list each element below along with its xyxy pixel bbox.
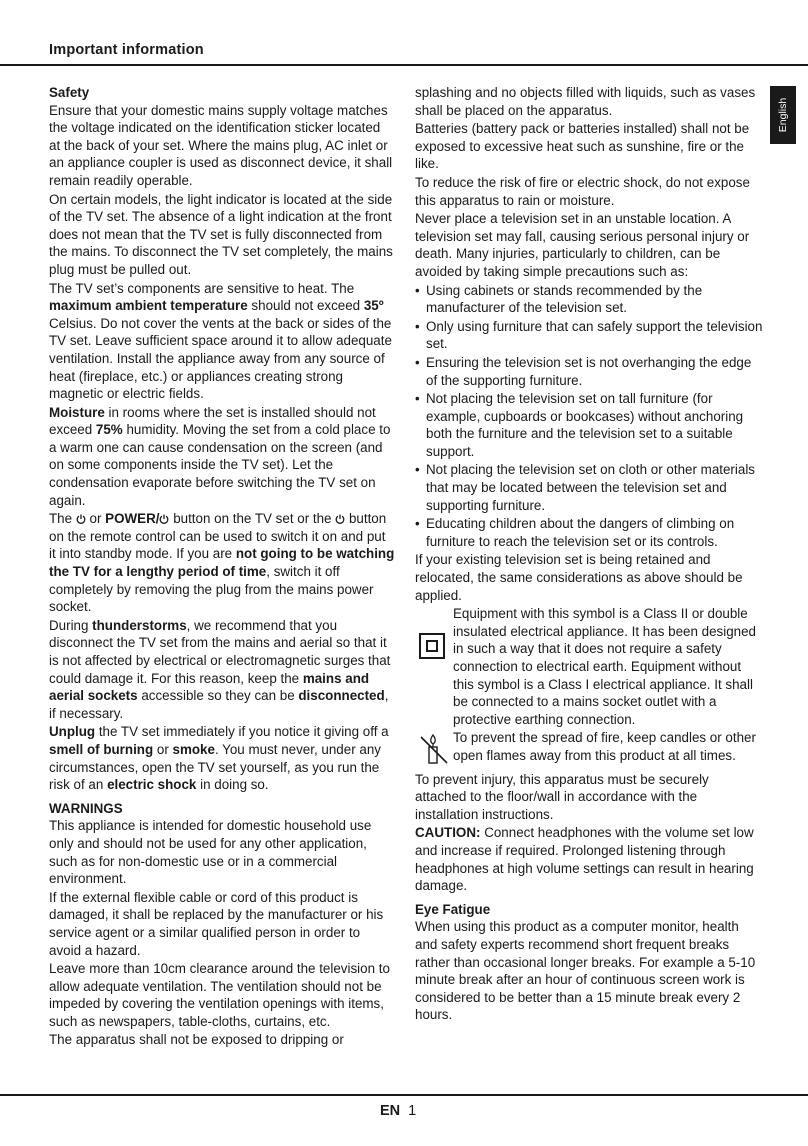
class-ii-note [415,605,763,728]
class-ii-symbol-icon [419,633,445,659]
caution-headphones: CAUTION: Connect headphones with the volume set low and increase if required. Prolonged listening through headphones at high volume settings can result in hearing damage. [415,825,754,894]
warning-dripping: The apparatus shall not be exposed to dripping or [49,1032,344,1048]
footer-divider [0,1094,808,1096]
power-icon [76,514,86,524]
page-title: Important information [49,42,204,58]
eye-fatigue-text: When using this product as a computer monitor, health and safety experts recommend short frequent breaks rather than occasional longer breaks. For example a 5-10 minute break after an hour of continuous screen work is considered to be better than a 15 minute break every 2 hours. [415,919,756,1023]
power-icon [159,514,169,524]
warning-batteries: Batteries (battery pack or batteries installed) shall not be exposed to excessive heat such as sunshine, fire or the like. [415,121,750,172]
warning-splashing: splashing and no objects filled with liquids, such as vases shall be placed on the apparatus. [415,85,756,118]
warning-unstable-location: Never place a television set in an unstable location. A television set may fall, causing serious personal injury or death. Many injuries, particularly to children, can be avoided by taking simple precautions such as: [415,211,750,279]
warnings-heading: WARNINGS [49,800,123,816]
candle-text: To prevent the spread of fire, keep candles or other open flames away from this product at all times. [453,730,756,763]
page-footer [380,1103,416,1119]
language-tab-label: English [777,97,789,133]
list-item: • Educating children about the dangers of climbing on furniture to reach the television set or its controls. [415,515,763,550]
right-column [415,84,763,1025]
safety-paragraph-unplug: Unplug the TV set immediately if you notice it giving off a smell of burning or smoke. You must never, under any circumstances, open the TV set yourself, as you run the risk of an electric shock in doing so. [49,724,389,793]
list-item: • Not placing the television set on cloth or other materials that may be located between the television set and supporting furniture. [415,461,763,514]
class-ii-text: Equipment with this symbol is a Class II or double insulated electrical appliance. It has been designed in such a way that it does not require a safety connection to electrical earth. Equipment without this symbol is a Class I electrical appliance. It shall be connected to a mains socket outlet with a protective earthing connection. [453,606,756,727]
left-column [49,84,395,1050]
safety-paragraph-moisture: Moisture in rooms where the set is installed should not exceed 75% humidity. Moving the set from a cold place to a warm one can cause condensation on the screen (and on some components inside the TV set). Let the condensation evaporate before switching the TV set on again. [49,404,391,508]
eye-fatigue-heading: Eye Fatigue [415,901,491,917]
safety-paragraph-heat: The TV set’s components are sensitive to heat. The maximum ambient temperature should not exceed 35º Celsius. Do not cover the vents at the back or sides of the TV set. Leave sufficient space around it to allow adequate ventilation. Install the appliance away from any source of heat (fireplace, etc.) or appliances creating strong magnetic or electric fields. [49,280,392,402]
list-item: • Ensuring the television set is not overhanging the edge of the supporting furniture. [415,354,763,389]
list-item: • Using cabinets or stands recommended by the manufacturer of the television set. [415,282,763,317]
page-number: 1 [408,1103,417,1119]
warning-rain: To reduce the risk of fire or electric shock, do not expose this apparatus to rain or moisture. [415,174,750,208]
footer-language: EN [380,1103,401,1119]
list-item: • Not placing the television set on tall furniture (for example, cupboards or bookcases) without anchoring both the furniture and the television set to a suitable support. [415,390,763,460]
power-icon [335,514,345,524]
warning-cable: If the external flexible cable or cord of this product is damaged, it shall be replaced by the manufacturer or his service agent or a similar qualified person in order to avoid a hazard. [49,889,384,958]
warning-domestic-use: This appliance is intended for domestic household use only and should not be used for any other application, such as for non-domestic use or in a commercial environment. [49,818,372,887]
safety-paragraph-standby: The or POWER/ button on the TV set or the button on the remote control can be used to switch it on and put it into standby mode. If you are not going to be watching the TV for a lengthy period of time, switch it off completely by removing the plug from the mains power socket. [49,511,395,615]
warning-secure-attach: To prevent injury, this apparatus must be securely attached to the floor/wall in accordance with the installation instructions. [415,771,709,822]
candle-note [415,729,763,764]
header-divider [0,64,808,66]
language-tab [770,86,796,144]
safety-paragraph-thunderstorms: During thunderstorms, we recommend that you disconnect the TV set from the mains and aerial so that it is not affected by electrical or electromagnetic surges that could damage it. For this reason, keep the mains and aerial sockets accessible so they can be disconnected, if necessary. [49,617,391,721]
no-candle-icon [419,731,449,765]
safety-heading: Safety [49,85,90,100]
warning-relocation: If your existing television set is being retained and relocated, the same considerations as above should be applied. [415,552,743,603]
safety-paragraph-indicator: On certain models, the light indicator is located at the side of the TV set. The absence of a light indication at the front does not mean that the TV set is fully disconnected from the mains. To disconnect the TV set completely, the mains plug must be pulled out. [49,191,393,277]
precautions-list [415,282,763,551]
safety-paragraph-voltage: Ensure that your domestic mains supply voltage matches the voltage indicated on the identification sticker located at the back of your set. Where the mains plug, AC inlet or an appliance coupler is used as disconnect device, it shall remain readily operable. [49,102,393,188]
warning-clearance: Leave more than 10cm clearance around the television to allow adequate ventilation. The ventilation should not be impeded by covering the ventilation openings with items, such as newspapers, table-cloths, curtains, etc. [49,961,390,1029]
list-item: • Only using furniture that can safely support the television set. [415,318,763,353]
